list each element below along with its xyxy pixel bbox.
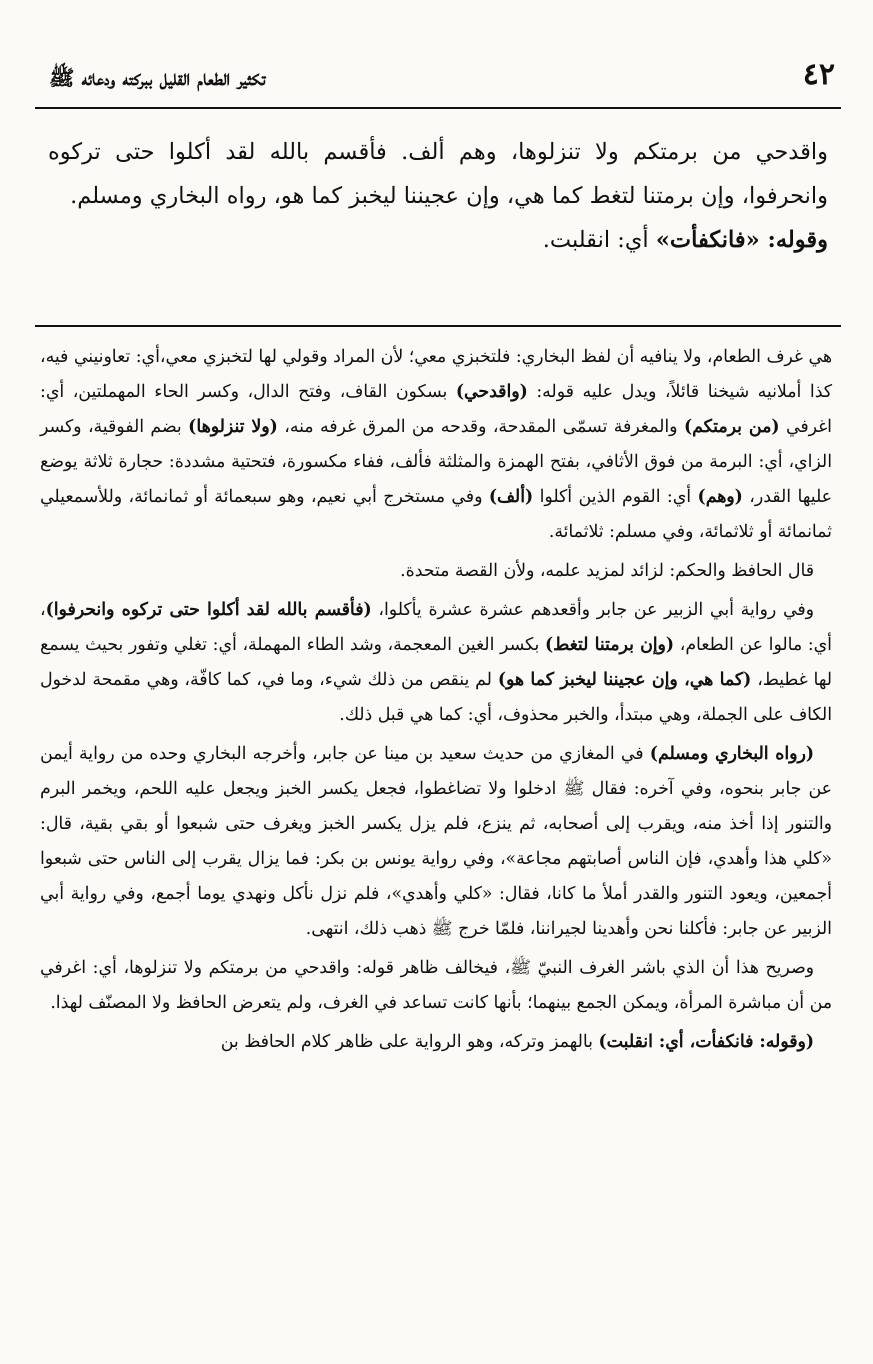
quoted-phrase: (رواه البخاري ومسلم) xyxy=(649,744,814,764)
commentary-paragraph-3 xyxy=(40,593,832,733)
quoted-phrase: (وإن برمتنا لتغط) xyxy=(545,635,675,655)
commentary-text: وفي مستخرج أبي نعيم، وهو سبعمائة أو ثمانمائة، وللأسمعيلي ثمانمائة أو ثلاثمائة، وفي مسلم: ثلاثمائة. xyxy=(40,487,832,542)
quoted-phrase: (من برمتكم) xyxy=(683,417,780,437)
quoted-phrase: (وقوله: فانكفأت، أي: انقلبت) xyxy=(598,1032,814,1052)
commentary-text: والمغرفة تسمّى المقدحة، وقدحه من المرق غرفه منه، xyxy=(277,417,684,437)
hadith-text-block xyxy=(48,130,828,262)
commentary-text: ، أي: مالوا عن الطعام، xyxy=(40,600,832,655)
word-note-label: وقوله: «فانكفأت» xyxy=(655,227,828,253)
commentary-text: بالهمز وتركه، وهو الرواية على ظاهر كلام الحافظ بن xyxy=(220,1032,599,1052)
page-number: ٤٢ xyxy=(802,57,835,92)
commentary-paragraph-1 xyxy=(40,340,832,550)
quoted-phrase: (واقدحي) xyxy=(455,382,528,402)
quoted-phrase: (ولا تنزلوها) xyxy=(188,417,278,437)
running-title: تكثير الطعام القليل ببركته ودعائه ﷺ xyxy=(49,65,266,90)
word-note-meaning: أي: انقلبت. xyxy=(542,227,656,253)
commentary-text: بسكون القاف، وفتح الدال، وكسر الحاء المهملتين، أي: اغرفي xyxy=(40,382,832,437)
quoted-phrase: (فأقسم بالله لقد أكلوا حتى تركوه وانحرفوا) xyxy=(45,600,372,620)
commentary-text: هي غرف الطعام، ولا ينافيه أن لفظ البخاري: فلتخبزي معي؛ لأن المراد وقولي لها لتخبزي معي،أي: تعاونيني فيه، كذا أملانيه شيخنا قائلاً، ويدل عليه قوله: xyxy=(40,347,832,402)
commentary-text: وفي رواية أبي الزبير عن جابر وأقعدهم عشرة عشرة يأكلوا، xyxy=(371,600,815,620)
text-divider xyxy=(35,325,841,327)
commentary-paragraph-5: وصريح هذا أن الذي باشر الغرف النبيّ ﷺ، فيخالف ظاهر قوله: واقدحي من برمتكم ولا تنزلوها، أي: اغرفي من أن مباشرة المرأة، ويمكن الجمع بينهما؛ بأنها كانت تساعد في الغرف، ولم يتعرض الحافظ ولا المصنّف لهذا. xyxy=(40,958,832,1013)
commentary-text: أي: القوم الذين أكلوا xyxy=(533,487,698,507)
commentary-paragraph-6 xyxy=(40,1025,832,1060)
quoted-phrase: (ألف) xyxy=(488,487,534,507)
word-note xyxy=(48,218,828,262)
quoted-phrase: (وهم) xyxy=(697,487,743,507)
commentary-text: في المغازي من حديث سعيد بن مينا عن جابر، وأخرجه البخاري وحده من رواية أيمن عن جابر بنحوه، وفي آخره: فقال ﷺ ادخلوا ولا تضاغطوا، فجعل يكسر الخبز ويجعل عليه اللحم، ويخمر البرم والتنور إذا أخذ منه، ويقرب إلى أصحابه، ثم ينزع، فلم يزل يكسر الخبز ويغرف حتى شبعوا أو بقي بقية، قال: «كلي هذا وأهدي، فإن الناس أصابتهم مجاعة»، وفي رواية يونس بن بكر: فما يزال يقرب إلى الناس حتى شبعوا أجمعين، ويعود التنور والقدر أملأ ما كانا، فقال: «كلي وأهدي»، فلم نزل نأكل ونهدي يوما أجمع، وفي رواية أبي الزبير عن جابر: فأكلنا نحن وأهدينا لجيراننا، فلمّا خرج ﷺ ذهب ذلك، انتهى. xyxy=(40,744,832,939)
quoted-phrase: (كما هي، وإن عجيننا ليخبز كما هو) xyxy=(497,670,752,690)
commentary-paragraph-2: قال الحافظ والحكم: لزائد لمزيد علمه، ولأن القصة متحدة. xyxy=(400,561,814,581)
commentary-text: لم ينقص من ذلك شيء، وما في، كما كافّة، وهي مقمحة لدخول الكاف على الجملة، وهي مبتدأ، والخبر محذوف، أي: كما هي قبل ذلك. xyxy=(40,670,832,725)
commentary-text: بكسر الغين المعجمة، وشد الطاء المهملة، أي: تغلي وتفور بحيث يسمع لها غطيط، xyxy=(40,635,832,690)
commentary-block xyxy=(40,340,832,1064)
hadith-paragraph: واقدحي من برمتكم ولا تنزلوها، وهم ألف. فأقسم بالله لقد أكلوا حتى تركوه وانحرفوا، وإن برمتنا لتغط كما هي، وإن عجيننا ليخبز كما هو، رواه البخاري ومسلم. xyxy=(48,139,828,209)
commentary-text: بضم الفوقية، وكسر الزاي، أي: البرمة من فوق الأثافي، بفتح الهمزة والمثلثة فألف، ففاء مكسورة، فتحتية مشددة: حجارة ثلاثة يوضع عليها القدر، xyxy=(40,417,832,507)
page-header xyxy=(35,55,841,109)
commentary-paragraph-4 xyxy=(40,737,832,947)
